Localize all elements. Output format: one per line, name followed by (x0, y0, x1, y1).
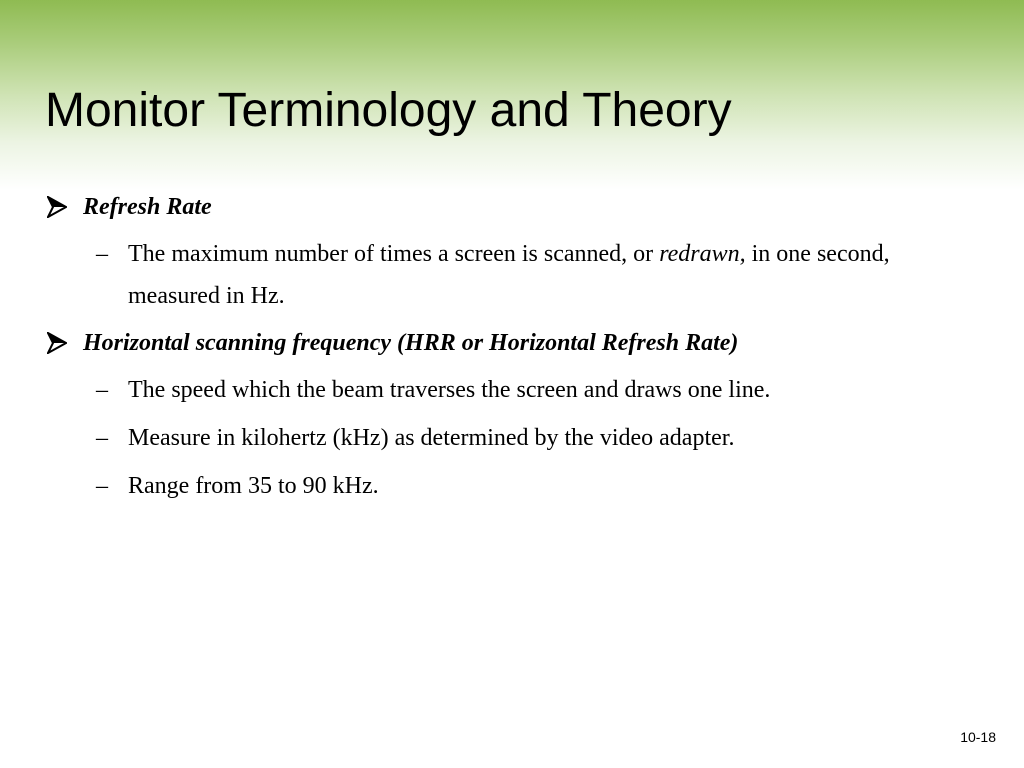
arrowhead-bullet-icon (47, 332, 67, 354)
dash-bullet: – (96, 377, 108, 403)
page-number: 10-18 (960, 729, 996, 745)
arrowhead-bullet-icon (47, 196, 67, 218)
emphasis-redrawn: redrawn, (659, 241, 746, 267)
dash-bullet: – (96, 241, 108, 267)
dash-bullet: – (96, 473, 108, 499)
sub-bullet-text: Range from 35 to 90 kHz. (128, 473, 379, 499)
bullet-label: Horizontal scanning frequency (HRR or Horizontal Refresh Rate) (83, 330, 739, 356)
sub-bullet-text: The speed which the beam traverses the screen and draws one line. (128, 377, 771, 403)
sub-bullet-text: The maximum number of times a screen is scanned, or redrawn, in one second, measured in Hz. (128, 241, 890, 309)
dash-bullet: – (96, 425, 108, 451)
sub-bullet-text: Measure in kilohertz (kHz) as determined by the video adapter. (128, 425, 735, 451)
slide-title: Monitor Terminology and Theory (45, 84, 732, 137)
bullet-label: Refresh Rate (83, 194, 212, 220)
